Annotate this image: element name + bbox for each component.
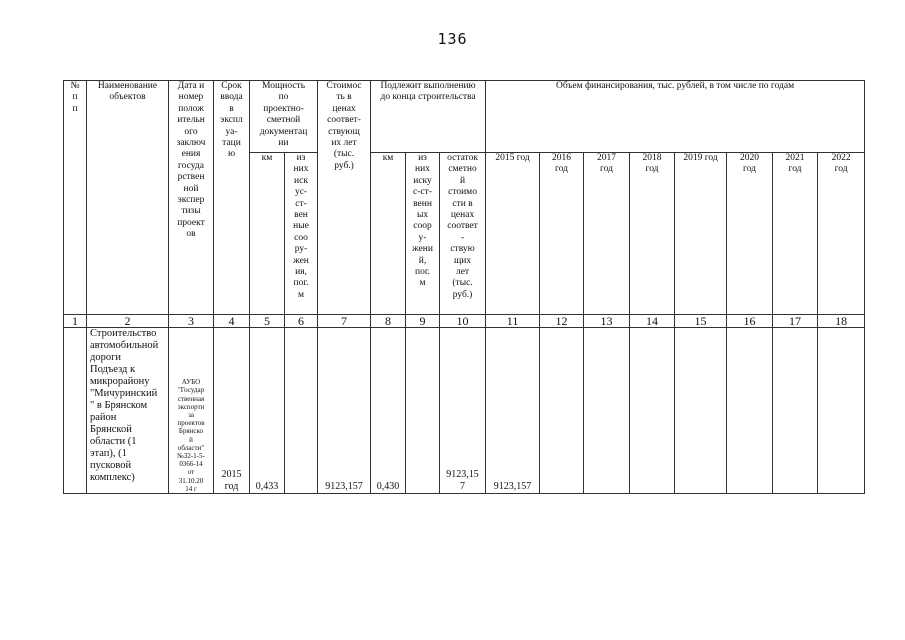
column-number: 16 (727, 315, 773, 328)
header-cost: Стоимос ть в ценах соответ- ствующ их лет (тыс. руб.) (318, 81, 371, 315)
row-remaining-cost: 9123,15 7 (440, 328, 486, 494)
header-remaining-cost: остаток сметно й стоимо сти в ценах соответ - ствую щих лет (тыс. руб.) (440, 153, 486, 315)
header-year-2020: 2020 год (727, 153, 773, 315)
header-remaining: Подлежит выполнению до конца строительства (371, 81, 486, 153)
row-financing-2019 (675, 328, 727, 494)
row-financing-2017 (584, 328, 630, 494)
column-number: 14 (630, 315, 675, 328)
table-row (64, 328, 865, 494)
header-capacity: Мощность по проектно- сметной документац ии (250, 81, 318, 153)
row-remaining-structures (406, 328, 440, 494)
header-num: № п п (64, 81, 87, 315)
row-cost: 9123,157 (318, 328, 371, 494)
column-number: 4 (214, 315, 250, 328)
column-number: 2 (87, 315, 169, 328)
column-number: 13 (584, 315, 630, 328)
header-term: Срок ввода в экспл уа- таци ю (214, 81, 250, 315)
header-year-2015: 2015 год (486, 153, 540, 315)
row-num (64, 328, 87, 494)
column-number: 5 (250, 315, 285, 328)
row-financing-2022 (818, 328, 865, 494)
header-year-2019: 2019 год (675, 153, 727, 315)
header-remaining-km: км (371, 153, 406, 315)
row-financing-2021 (773, 328, 818, 494)
column-number: 3 (169, 315, 214, 328)
row-remaining-km: 0,430 (371, 328, 406, 494)
row-financing-2015: 9123,157 (486, 328, 540, 494)
row-financing-2016 (540, 328, 584, 494)
header-year-2018: 2018 год (630, 153, 675, 315)
header-year-2022: 2022 год (818, 153, 865, 315)
header-year-2021: 2021 год (773, 153, 818, 315)
column-number: 8 (371, 315, 406, 328)
header-year-2016: 2016 год (540, 153, 584, 315)
header-remaining-structures: из них иску с-ст- венн ых соор у- жени й, пог. м (406, 153, 440, 315)
row-financing-2020 (727, 328, 773, 494)
column-number: 12 (540, 315, 584, 328)
column-number: 9 (406, 315, 440, 328)
column-number: 11 (486, 315, 540, 328)
row-commissioning-term: 2015 год (214, 328, 250, 494)
column-number: 6 (285, 315, 318, 328)
header-year-2017: 2017 год (584, 153, 630, 315)
row-financing-2018 (630, 328, 675, 494)
column-number: 17 (773, 315, 818, 328)
row-capacity-km: 0,433 (250, 328, 285, 494)
row-expertise-conclusion: АУБО "Государ ственная экспорти за проектов Брянско й области" №32-1-5- 0366-14 от 31.10.20 14 г (169, 328, 214, 494)
column-number: 10 (440, 315, 486, 328)
header-capacity-structures: из них иск ус- ст- вен ные соо ру- жен ия, пог. м (285, 153, 318, 315)
column-number: 15 (675, 315, 727, 328)
row-capacity-structures (285, 328, 318, 494)
header-financing: Объем финансирования, тыс. рублей, в том числе по годам (486, 81, 865, 153)
financing-table (63, 80, 865, 494)
column-number: 7 (318, 315, 371, 328)
page-number: 136 (437, 30, 468, 48)
row-object-name: Строительство автомобильной дороги Подъезд к микрорайону "Мичуринский " в Брянском район Брянской области (1 этап), (1 пусковой комплекс) (87, 328, 169, 494)
column-number: 1 (64, 315, 87, 328)
header-name: Наименование объектов (87, 81, 169, 315)
header-capacity-km: км (250, 153, 285, 315)
header-conclusion: Дата и номер полож ительн ого заключ ения госуда рствен ной экспер тизы проект ов (169, 81, 214, 315)
column-number: 18 (818, 315, 865, 328)
